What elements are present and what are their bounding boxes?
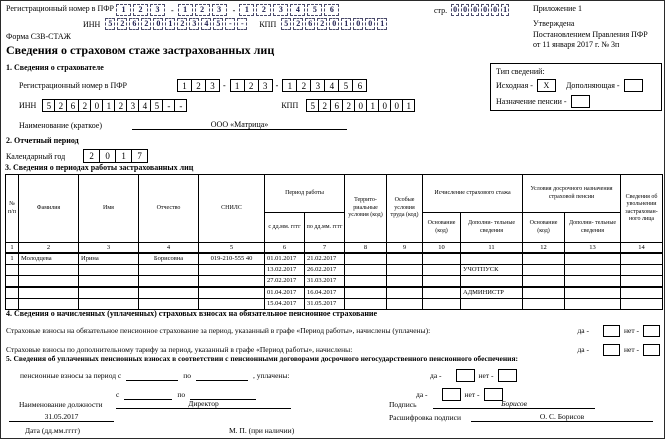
form-name: Форма СЗВ-СТАЖ (6, 32, 71, 41)
section-work-periods (5, 163, 662, 310)
section5-line2-po: по (177, 390, 186, 399)
section-insurer (6, 63, 486, 132)
no-label: нет - (478, 371, 494, 380)
approval-block (533, 4, 648, 51)
period2-to-field[interactable] (190, 390, 256, 400)
period1-from-field[interactable] (126, 371, 178, 381)
original-label: Исходная - (496, 81, 533, 90)
appendix-label: Приложение 1 (533, 4, 582, 13)
table-row-5: 15.04.2017 31.05.2017 (6, 299, 663, 310)
col-header-base1: Основание (код) (423, 213, 461, 243)
section4-line1-text: Страховые взносы на обязательное пенсионное страхование за период, указанный в графе «Период работы», начислены (уплачены): (6, 326, 431, 335)
position-field[interactable]: Директор (116, 399, 291, 409)
top-kpp-field[interactable]: 5 2 6 2 0 1 0 0 1 (281, 18, 389, 30)
calendar-year-field[interactable]: 2 0 1 7 (83, 149, 147, 163)
date-caption: Дата (дд.мм.гггг) (25, 426, 80, 435)
section-pension-agreements (6, 354, 662, 401)
position-label: Наименование должности (19, 400, 103, 409)
pension-assignment-label: Назначение пенсии - (496, 97, 567, 106)
short-name-field[interactable]: ООО «Матрица» (132, 120, 347, 130)
section4-title: 4. Сведения о начисленных (уплаченных) страховых взносах на обязательное пенсионное страхование (6, 309, 378, 318)
section5-title: 5. Сведения об уплаченных пенсионных взносах в соответствии с пенсионными договорами досрочного негосударственного пенсионного обеспечения: (6, 354, 519, 363)
table-row-3: 27.02.2017 31.03.2017 (6, 276, 663, 288)
contributions-accrued-yes-checkbox[interactable] (603, 325, 620, 337)
info-type-title: Тип сведений: (496, 67, 545, 76)
period1-to-field[interactable] (196, 371, 248, 381)
col-header-snils: СНИЛС (199, 175, 265, 243)
kpp-field[interactable]: 5 2 6 2 0 1 0 0 1 (306, 99, 414, 112)
reg-number-field[interactable]: 1 2 3 - 1 2 3 - 1 2 3 4 5 6 (177, 79, 366, 92)
section5-line1-suffix: , уплачены: (253, 371, 290, 380)
short-name-label: Наименование (краткое) (19, 120, 103, 130)
transcript-field[interactable]: О. С. Борисов (471, 412, 653, 422)
original-checkbox[interactable]: X (537, 79, 556, 92)
pension-assignment-checkbox[interactable] (571, 95, 590, 108)
calendar-year-label: Календарный год (6, 151, 66, 161)
inn-field[interactable]: 5 2 6 2 0 1 2 3 4 5 - - (42, 99, 186, 112)
section5-line1-prefix: пенсионные взносы за период с (20, 371, 122, 380)
section4-line1-yesno (577, 325, 662, 337)
col-header-dismissal: Сведения об увольнении застрахован- ного лица (621, 175, 663, 243)
section-contributions (6, 309, 662, 356)
supplementing-checkbox[interactable] (624, 79, 643, 92)
page-label: стр. (434, 5, 448, 15)
date-field[interactable]: 31.05.2017 (9, 412, 114, 422)
top-reg-label: Регистрационный номер в ПФР (6, 4, 114, 13)
col-header-to: по дд.мм. гггг (305, 213, 345, 243)
table-row-1: 1 Молодцева Ирина Борисовна 019-210-555 40 01.01.2017 21.02.2017 (6, 253, 663, 265)
yes-label: да - (416, 390, 428, 399)
top-inn-field[interactable]: 5 2 6 2 0 1 2 3 4 5 - - (105, 18, 249, 30)
approved-line-3: от 11 января 2017 г. № 3п (533, 40, 620, 50)
reg-number-label: Регистрационный номер в ПФР (19, 80, 127, 90)
top-reg-number-field[interactable]: 1 2 3 - 1 2 3 - 1 2 3 4 5 6 (116, 4, 341, 16)
page-number-group (434, 4, 511, 16)
kpp-label: КПП (281, 100, 299, 110)
col-header-period: Период работы (265, 175, 345, 213)
no-label: нет - (624, 326, 639, 335)
section5-line1-yesno (430, 369, 517, 382)
column-numbers-row: 1 2 3 4 5 6 7 8 9 10 11 12 13 14 (6, 243, 663, 254)
col-header-patronymic: Отчество (139, 175, 199, 243)
col-header-from: с дд.мм. гггг (265, 213, 305, 243)
col-header-extra1: Дополни- тельные сведения (461, 213, 523, 243)
section1-title: 1. Сведения о страхователе (6, 63, 104, 72)
section5-line2-prefix: с (116, 390, 120, 399)
yes-label: да - (430, 371, 442, 380)
col-header-name: Имя (79, 175, 139, 243)
inn-label: ИНН (19, 100, 37, 110)
signature-field[interactable]: Борисов (433, 399, 595, 409)
approved-line-2: Постановлением Правления ПФР (533, 29, 648, 39)
top-inn-kpp-line (83, 18, 389, 30)
approved-line-1: Утверждена (533, 18, 575, 28)
top-kpp-label: КПП (259, 19, 277, 29)
col-header-base2: Основание (код) (523, 213, 565, 243)
signature-block (1, 399, 665, 439)
yes-label: да - (577, 326, 589, 335)
col-header-extra2: Дополни- тельные сведения (565, 213, 621, 243)
section3-title: 3. Сведения о периодах работы застрахованных лиц (5, 163, 194, 172)
info-type-box (490, 63, 662, 111)
supplementing-label: Дополняющая - (565, 81, 620, 90)
pension-paid1-yes-checkbox[interactable] (456, 369, 475, 382)
section5-line1-po: по (183, 371, 192, 380)
section-reporting-period (6, 136, 147, 163)
yes-label: да - (577, 345, 589, 354)
no-label: нет - (624, 345, 639, 354)
table-row-4: 01.04.2017 16.04.2017 АДМИНИСТР (6, 287, 663, 299)
contributions-accrued-no-checkbox[interactable] (643, 325, 660, 337)
work-periods-table (5, 174, 663, 310)
col-header-territorial: Террито- риальные условия (код) (345, 175, 387, 243)
col-header-surname: Фамилия (19, 175, 79, 243)
col-header-special: Особые условия труда (код) (387, 175, 423, 243)
col-header-early: Условия досрочного назначения страховой пенсии (523, 175, 621, 213)
table-row-2: 13.02.2017 26.02.2017 УЧОТПУСК (6, 265, 663, 276)
page-number-field[interactable]: 0 0 0 0 0 1 (453, 5, 508, 14)
col-header-num: № п/п (6, 175, 19, 243)
period2-from-field[interactable] (124, 390, 172, 400)
section2-title: 2. Отчетный период (6, 136, 79, 145)
form-title: Сведения о страховом стаже застрахованных лиц (6, 43, 275, 57)
top-inn-label: ИНН (83, 19, 101, 29)
transcript-label: Расшифровка подписи (389, 413, 461, 422)
section4-line2-text: Страховые взносы по дополнительному тарифу за период, указанный в графе «Период работы», начислены: (6, 345, 353, 354)
signature-label: Подпись (389, 400, 417, 409)
stamp-label: М. П. (при наличии) (229, 426, 295, 435)
no-label: нет - (464, 390, 480, 399)
col-header-calc: Исчисление страхового стажа (423, 175, 523, 213)
pension-paid1-no-checkbox[interactable] (498, 369, 517, 382)
